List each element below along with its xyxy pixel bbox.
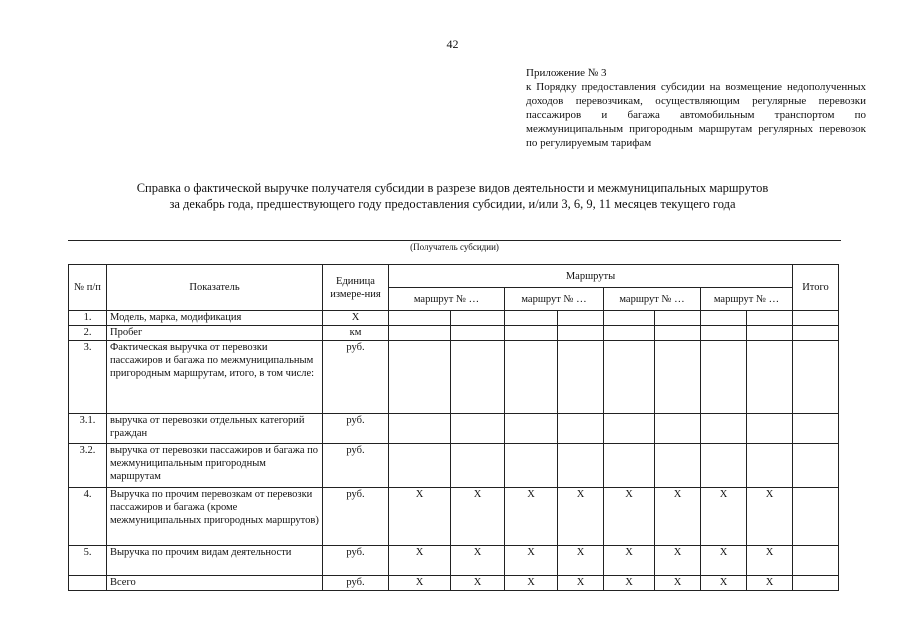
row-indicator: Выручка по прочим видам деятельности	[107, 546, 323, 576]
recipient-fill-line	[68, 240, 841, 241]
revenue-table	[68, 264, 839, 591]
header-total: Итого	[793, 265, 839, 311]
total-cell	[793, 326, 839, 341]
route-cell: X	[389, 546, 451, 576]
route-cell: X	[655, 576, 701, 591]
route-cell	[558, 341, 604, 414]
row-unit: км	[323, 326, 389, 341]
table-row	[69, 444, 839, 488]
row-num: 3.1.	[69, 414, 107, 444]
row-indicator: Всего	[107, 576, 323, 591]
route-cell	[451, 444, 505, 488]
row-unit: руб.	[323, 488, 389, 546]
route-cell	[558, 414, 604, 444]
route-cell	[747, 414, 793, 444]
route-cell	[701, 444, 747, 488]
route-cell	[558, 326, 604, 341]
table-row	[69, 546, 839, 576]
route-cell: X	[451, 546, 505, 576]
route-cell: X	[701, 546, 747, 576]
route-cell: X	[604, 576, 655, 591]
page-number: 42	[446, 37, 459, 51]
title-line-2: за декабрь года, предшествующего году предоставления субсидии, и/или 3, 6, 9, 11 месяцев текущего года	[169, 197, 736, 211]
row-unit: X	[323, 311, 389, 326]
route-cell: X	[451, 488, 505, 546]
row-indicator: выручка от перевозки отдельных категорий граждан	[107, 414, 323, 444]
recipient-caption: (Получатель субсидии)	[410, 242, 499, 252]
title-line-1: Справка о фактической выручке получателя субсидии в разрезе видов деятельности и межмуниципальных маршрутов	[136, 181, 769, 195]
row-indicator: Пробег	[107, 326, 323, 341]
route-cell	[558, 311, 604, 326]
route-cell: X	[558, 576, 604, 591]
route-cell	[604, 326, 655, 341]
route-cell: X	[747, 488, 793, 546]
row-num: 5.	[69, 546, 107, 576]
row-unit: руб.	[323, 576, 389, 591]
row-num: 1.	[69, 311, 107, 326]
row-num: 2.	[69, 326, 107, 341]
row-num: 3.2.	[69, 444, 107, 488]
row-indicator: Фактическая выручка от перевозки пассажиров и багажа по межмуниципальным пригородным маршрутам, итого, в том числе:	[107, 341, 323, 414]
route-cell	[505, 341, 558, 414]
total-cell	[793, 311, 839, 326]
route-cell: X	[655, 546, 701, 576]
total-cell	[793, 341, 839, 414]
route-cell: X	[389, 488, 451, 546]
header-num: № п/п	[69, 265, 107, 311]
route-cell	[505, 326, 558, 341]
row-num: 4.	[69, 488, 107, 546]
row-unit: руб.	[323, 546, 389, 576]
route-cell	[701, 414, 747, 444]
document-title	[60, 180, 845, 212]
route-cell: X	[389, 576, 451, 591]
route-cell: X	[604, 546, 655, 576]
header-route-1: маршрут № …	[389, 288, 505, 311]
route-cell: X	[747, 576, 793, 591]
route-cell	[604, 311, 655, 326]
table-row	[69, 576, 839, 591]
appendix-text: к Порядку предоставления субсидии на возмещение недополученных доходов перевозчикам, осуществляющим регулярные перевозки пассажиров и багажа автомобильным транспортом по межмуниципальным пригородным маршрутам регулярных перевозок по регулируемым тарифам	[526, 81, 866, 149]
route-cell	[389, 326, 451, 341]
route-cell: X	[505, 488, 558, 546]
row-unit: руб.	[323, 444, 389, 488]
route-cell	[451, 326, 505, 341]
route-cell	[747, 444, 793, 488]
route-cell	[747, 341, 793, 414]
route-cell	[451, 414, 505, 444]
appendix-title: Приложение № 3	[526, 67, 607, 79]
row-indicator: Выручка по прочим перевозкам от перевозки пассажиров и багажа (кроме межмуниципальных пригородных маршрутов)	[107, 488, 323, 546]
header-indicator: Показатель	[107, 265, 323, 311]
route-cell: X	[558, 546, 604, 576]
route-cell	[389, 414, 451, 444]
header-unit: Единица измере-ния	[323, 265, 389, 311]
table-row	[69, 488, 839, 546]
route-cell	[451, 311, 505, 326]
route-cell	[505, 444, 558, 488]
route-cell: X	[701, 576, 747, 591]
table-row	[69, 414, 839, 444]
row-indicator: выручка от перевозки пассажиров и багажа по межмуниципальным пригородным маршрутам	[107, 444, 323, 488]
route-cell	[655, 341, 701, 414]
route-cell	[389, 311, 451, 326]
route-cell	[747, 326, 793, 341]
route-cell	[655, 444, 701, 488]
appendix-block	[526, 66, 866, 150]
route-cell	[701, 326, 747, 341]
row-unit: руб.	[323, 341, 389, 414]
route-cell: X	[505, 576, 558, 591]
total-cell	[793, 444, 839, 488]
route-cell: X	[747, 546, 793, 576]
header-route-4: маршрут № …	[701, 288, 793, 311]
header-routes: Маршруты	[389, 265, 793, 288]
route-cell: X	[558, 488, 604, 546]
total-cell	[793, 576, 839, 591]
route-cell	[747, 311, 793, 326]
total-cell	[793, 414, 839, 444]
route-cell	[604, 414, 655, 444]
route-cell: X	[701, 488, 747, 546]
table-row	[69, 341, 839, 414]
route-cell	[701, 341, 747, 414]
table-row	[69, 326, 839, 341]
row-indicator: Модель, марка, модификация	[107, 311, 323, 326]
route-cell	[451, 341, 505, 414]
route-cell: X	[451, 576, 505, 591]
route-cell	[505, 414, 558, 444]
route-cell	[604, 444, 655, 488]
route-cell: X	[655, 488, 701, 546]
route-cell: X	[505, 546, 558, 576]
header-route-3: маршрут № …	[604, 288, 701, 311]
total-cell	[793, 488, 839, 546]
header-route-2: маршрут № …	[505, 288, 604, 311]
row-unit: руб.	[323, 414, 389, 444]
table-row	[69, 311, 839, 326]
route-cell	[701, 311, 747, 326]
route-cell	[505, 311, 558, 326]
route-cell	[604, 341, 655, 414]
route-cell	[389, 444, 451, 488]
route-cell	[655, 311, 701, 326]
route-cell: X	[604, 488, 655, 546]
route-cell	[558, 444, 604, 488]
route-cell	[655, 326, 701, 341]
row-num: 3.	[69, 341, 107, 414]
total-cell	[793, 546, 839, 576]
row-num	[69, 576, 107, 591]
route-cell	[655, 414, 701, 444]
route-cell	[389, 341, 451, 414]
